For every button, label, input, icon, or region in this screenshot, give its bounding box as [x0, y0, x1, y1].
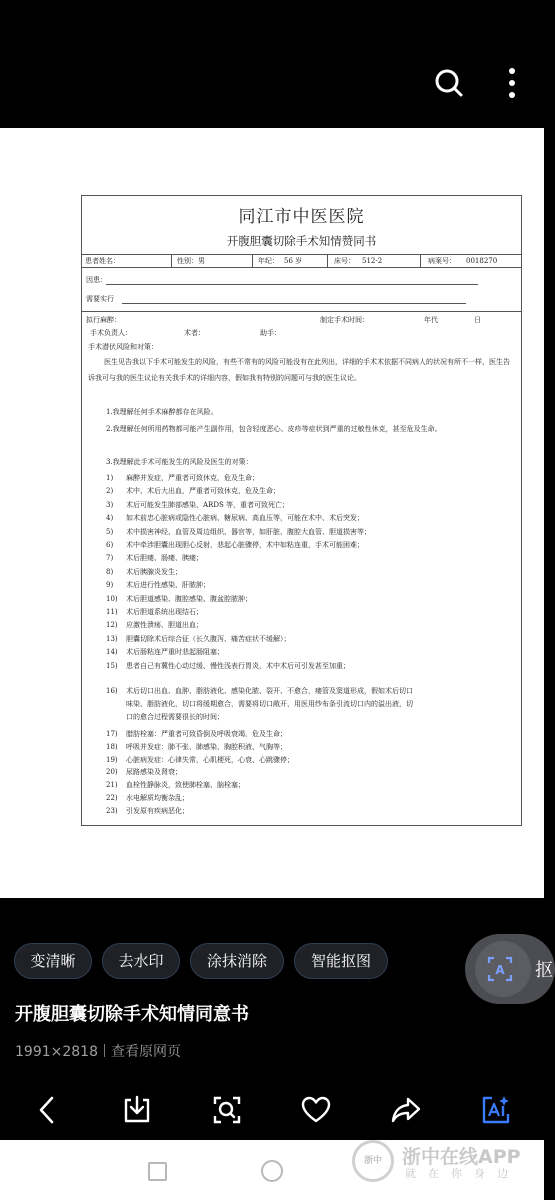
list-item: [106, 620, 203, 630]
paragraph-1: 1.我理解任何手术麻醉都存在风险。: [106, 408, 218, 416]
item-text: 患者自己有冀性心动过缓、慢性浅表行胃炎，术中术后可引发甚至加重；: [126, 661, 350, 670]
item-text: 呼吸并发症：肺不张、肺感染、胸腔积液、气胸等；: [126, 742, 287, 751]
item-number: 22): [106, 794, 118, 802]
item-number: 11): [106, 608, 118, 616]
item-text: 术后胆瘘、肠瘘、胰瘘；: [126, 554, 203, 563]
item-text: 术后进行性感染、肝脓肿；: [126, 581, 210, 590]
list-item: [106, 527, 371, 537]
list-item: [106, 513, 364, 523]
watermark-logo-text: 浙中: [363, 1156, 382, 1166]
item-number: 8): [106, 567, 114, 576]
image-meta: [15, 1041, 181, 1061]
item-number: 6): [106, 541, 114, 549]
view-original-link[interactable]: 查看原网页: [111, 1044, 181, 1060]
item-number: 4): [106, 514, 114, 523]
item-text: 腊肪栓塞：严重者可致昏倒及呼吸衰竭，危及生命；: [126, 730, 287, 738]
erase-chip[interactable]: 涂抹消除: [190, 943, 284, 979]
item-number: 16): [106, 687, 118, 695]
remove-watermark-chip[interactable]: 去水印: [102, 943, 180, 979]
list-item: [106, 473, 259, 483]
list-item: [106, 500, 289, 510]
recents-button[interactable]: [148, 1162, 167, 1181]
list-item: [106, 486, 280, 496]
intro-paragraph: 医生见告我以下手术可能发生的风险，有些不常有的风险可能没有在此列出，详细的手术术依据不同病人的状况有所不一样，医生告诉我可与我的医生议论有关我手术的详细内容，假如我有特别的问题可与我的医生议论。: [88, 358, 510, 382]
planned-time-label: 制定手术时间：: [320, 316, 369, 324]
item-number: 10): [106, 594, 118, 603]
item-text: 术后胰腺炎发生；: [126, 567, 182, 576]
item-text: 术中、术后大出血，严重者可致休克，危及生命；: [126, 487, 280, 496]
surgeon-label: 手术负责人：: [90, 329, 132, 337]
item-number: 15): [106, 661, 118, 670]
document-image: [81, 195, 522, 826]
item-line: 味染、脂肪液化，切口将缓期愈合，需要将切口敞开，用医用纱布条引流切口内的溢出液，切: [126, 700, 413, 708]
assistant-label: 助手：: [260, 329, 281, 337]
item-number: 2): [106, 487, 114, 496]
svg-text:A: A: [495, 963, 505, 977]
item-number: 13): [106, 634, 118, 643]
list-item: [106, 755, 294, 765]
item-number: 18): [106, 742, 118, 751]
item-number: 20): [106, 768, 118, 777]
year-label: 年代: [424, 316, 438, 324]
item-number: 3): [106, 500, 114, 509]
list-item: [106, 729, 287, 739]
home-button[interactable]: [261, 1160, 283, 1182]
bed-label: 床号：: [334, 257, 355, 265]
form-title: 开腹胆囊切除手术知情赞同书: [226, 234, 377, 248]
item-number: 21): [106, 781, 118, 790]
item-number: 17): [106, 730, 118, 738]
watermark-subtitle: 就在你身边: [405, 1167, 520, 1180]
item-text: 术中损害神经、血管及周边组织、器官等，如肝脏、腹腔大血管、胆道损害等；: [126, 527, 371, 536]
enhance-chip[interactable]: 变清晰: [14, 943, 92, 979]
operator-label: 术者：: [184, 329, 205, 337]
item-text: 术后肠粘连严重时悲起肠阻塞；: [126, 648, 224, 657]
item-text: 术中牵涉胆囊出现胆心反射，悲起心脏骤停，术中如粘连重，手术可能困难；: [126, 541, 364, 549]
ai-image-icon[interactable]: [480, 1094, 512, 1126]
item-number: 12): [106, 621, 118, 630]
search-icon[interactable]: [434, 68, 464, 98]
list-item: [106, 634, 291, 644]
paragraph-2: 2.我理解任何所用药物都可能产生副作用，包含轻度恶心、皮疹等症状到严重的过敏性休克，甚至危及生命。: [106, 425, 442, 433]
anesthesia-label: 拟行麻醉：: [86, 316, 121, 324]
top-bar: [0, 0, 544, 128]
download-icon[interactable]: [121, 1094, 153, 1126]
list-item: [106, 685, 506, 724]
item-text: 心脏病发症：心律失常，心肌梗死，心衰、心跳骤停；: [126, 755, 294, 764]
item-text: 水电解质均衡杂乱；: [126, 794, 189, 802]
hospital-name: 同江市中医医院: [238, 207, 365, 227]
list-item: [106, 767, 182, 777]
item-number: 9): [106, 581, 114, 590]
item-text: 如术前忠心脏病或隐性心脏病、糖尿病、高血压等，可能在术中、术后突发；: [126, 514, 364, 523]
smart-cutout-chip[interactable]: 智能抠图: [294, 943, 388, 979]
item-text: 术后胆道系统出现结石；: [126, 608, 203, 616]
watermark-title: 浙中在线APP: [402, 1146, 521, 1168]
list-item: [106, 553, 203, 563]
list-item: [106, 540, 364, 550]
bed-value: 512-2: [362, 257, 383, 265]
back-arrow-icon[interactable]: [32, 1094, 64, 1126]
age-value: 56 岁: [284, 257, 303, 265]
image-title: 开腹胆囊切除手术知情同意书: [15, 1004, 249, 1025]
item-text: 胆囊切除术后综合征（长久腹泻、痛苦症状不缓解）；: [126, 634, 291, 643]
share-icon[interactable]: [390, 1094, 422, 1126]
item-text: 引发原有疾病恶化；: [126, 806, 189, 815]
list-item: [106, 661, 350, 671]
patient-info-row: [82, 254, 521, 268]
list-item: [106, 567, 182, 577]
item-line: 口的愈合过程需要很长的时间；: [126, 713, 224, 721]
gender-label: 性别：男: [177, 257, 205, 265]
paragraph-3: 3.我理解此手术可能发生的风险及医生的对策：: [106, 458, 253, 466]
lens-scan-icon[interactable]: [211, 1094, 243, 1126]
item-number: 1): [106, 474, 114, 482]
list-item: [106, 793, 189, 803]
list-item: [106, 806, 189, 816]
item-number: 14): [106, 648, 118, 657]
item-text: 术后可能发生肺部感染、ARDS 等，重者可致死亡；: [126, 500, 289, 509]
list-item: [106, 780, 245, 790]
day-label: 日: [474, 316, 481, 324]
item-number: 5): [106, 527, 114, 536]
image-size: 1991×2818: [15, 1044, 98, 1060]
item-number: 23): [106, 806, 118, 815]
list-item: [106, 580, 210, 590]
item-text: 术后胆道感染、腹腔感染、腹盆腔脓肿；: [126, 594, 252, 603]
item-text: 应激性溃疡、胆道出血；: [126, 621, 203, 630]
more-vertical-icon[interactable]: [502, 66, 522, 100]
risk-heading: 手术潜伏风险和对策：: [88, 343, 158, 351]
item-text: 血栓性静脉炎，致使肺栓塞、脑栓塞；: [126, 781, 245, 790]
case-number-value: 0018270: [466, 257, 498, 265]
heart-icon[interactable]: [300, 1094, 332, 1126]
ai-select-icon: [485, 954, 515, 984]
list-item: [106, 594, 252, 604]
item-text: 麻醉并发症，严重者可致休克，危及生命；: [126, 474, 259, 482]
ai-float-label: 抠: [535, 960, 553, 981]
item-number: 7): [106, 554, 114, 563]
list-item: [106, 742, 287, 752]
case-number-label: 病案号：: [428, 257, 456, 265]
item-text: 尿路感染及肾衰；: [126, 768, 182, 777]
diagnosis-label: 因患：: [86, 276, 107, 284]
age-label: 年纪：: [258, 257, 279, 265]
needs-label: 需要实行: [86, 295, 114, 303]
patient-name-label: 患者姓名：: [85, 257, 120, 265]
list-item: [106, 607, 203, 617]
item-number: 19): [106, 755, 118, 764]
item-line: 术后切口出血、血肿、脂肪液化、感染化脓、裂开、不愈合，瘘管及窦道形成，假如术后切口: [126, 687, 413, 695]
list-item: [106, 647, 224, 657]
